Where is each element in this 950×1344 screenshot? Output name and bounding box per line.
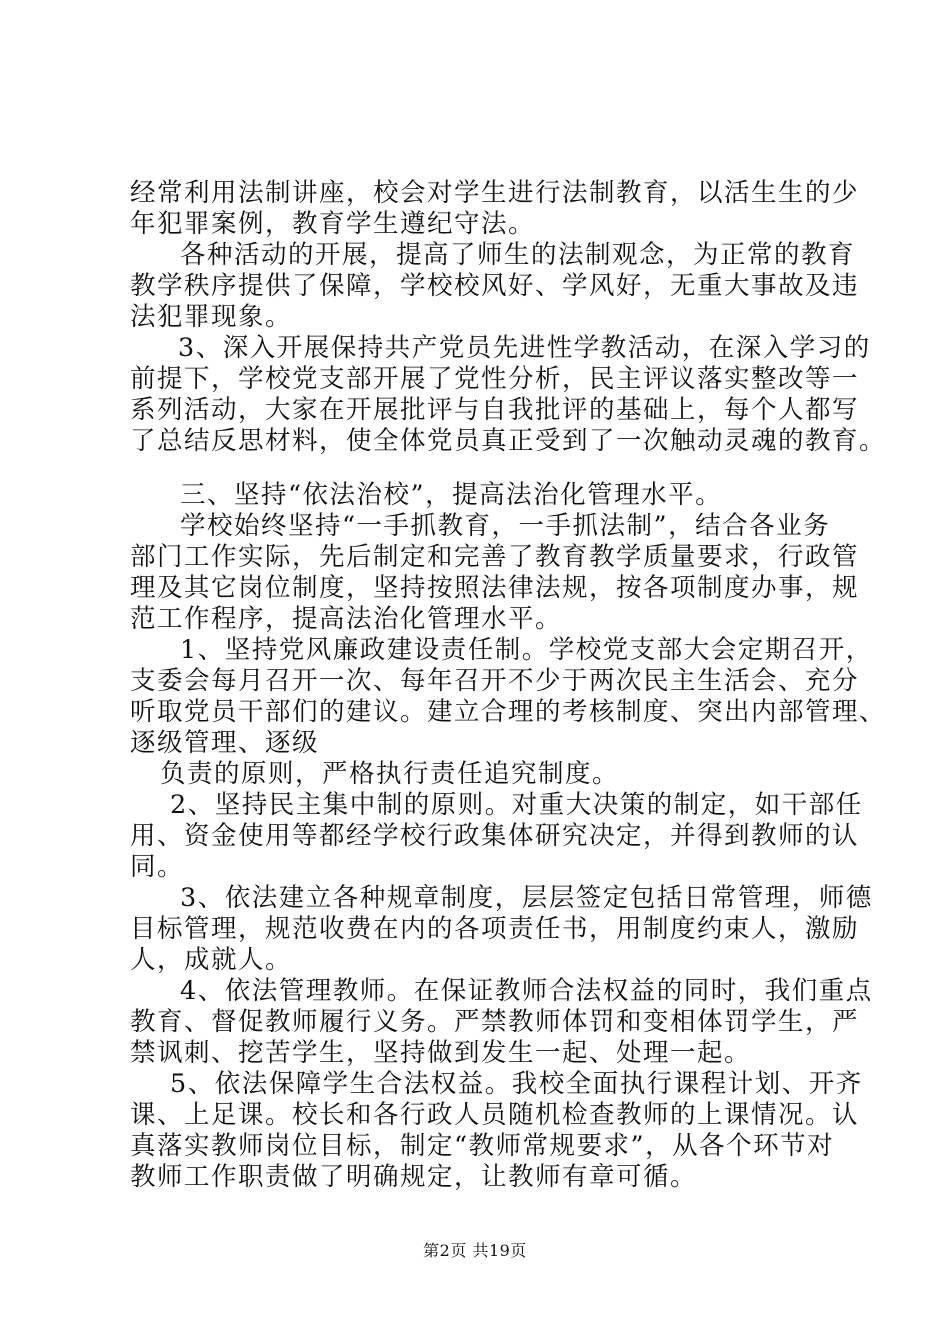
paragraph-line: 3、深入开展保持共产党员先进性学教活动，在深入学习的 bbox=[178, 333, 871, 363]
paragraph-line: 负责的原则，严格执行责任追究制度。 bbox=[160, 759, 620, 789]
paragraph-line: 部门工作实际，先后制定和完善了教育教学质量要求，行政管 bbox=[130, 542, 860, 572]
paragraph-2 bbox=[130, 240, 860, 333]
paragraph-line: 听取党员干部们的建议。建立合理的考核制度、突出内部管理、 bbox=[130, 697, 887, 727]
paragraph-line: 年犯罪案例，教育学生遵纪守法。 bbox=[130, 209, 536, 239]
paragraph-10 bbox=[130, 976, 873, 1069]
paragraph-line: 了总结反思材料，使全体党员真正受到了一次触动灵魂的教育。 bbox=[130, 426, 887, 456]
section-heading bbox=[130, 480, 835, 511]
paragraph-9 bbox=[130, 883, 873, 976]
page-number-footer: 第2页 共19页 bbox=[423, 1241, 527, 1260]
paragraph-line: 各种活动的开展，提高了师生的法制观念，为正常的教育 bbox=[180, 240, 856, 270]
paragraph-line: 前提下，学校党支部开展了党性分析，民主评议落实整改等一 bbox=[130, 364, 860, 394]
paragraph-5 bbox=[130, 511, 860, 635]
paragraph-line: 真落实教师岗位目标，制定“教师常规要求”，从各个环节对 bbox=[130, 1131, 835, 1161]
paragraph-line: 范工作程序，提高法治化管理水平。 bbox=[130, 604, 563, 634]
paragraph-line: 课、上足课。校长和各行政人员随机检查教师的上课情况。认 bbox=[130, 1100, 860, 1130]
paragraph-line: 教育、督促教师履行义务。严禁教师体罚和变相体罚学生，严 bbox=[130, 1007, 860, 1037]
paragraph-line: 3、依法建立各种规章制度，层层签定包括日常管理，师德 bbox=[180, 883, 873, 913]
paragraph-line: 4、依法管理教师。在保证教师合法权益的同时，我们重点 bbox=[180, 976, 873, 1006]
paragraph-line: 用、资金使用等都经学校行政集体研究决定，并得到教师的认 bbox=[130, 821, 860, 851]
paragraph-line: 系列活动，大家在开展批评与自我批评的基础上，每个人都写 bbox=[130, 395, 860, 425]
paragraph-line: 禁讽刺、挖苦学生，坚持做到发生一起、处理一起。 bbox=[130, 1038, 752, 1068]
paragraph-8 bbox=[130, 790, 863, 883]
paragraph-line: 支委会每月召开一次、每年召开不少于两次民主生活会、充分 bbox=[130, 666, 860, 696]
paragraph-line: 法犯罪现象。 bbox=[130, 302, 293, 332]
paragraph-line: 人，成就人。 bbox=[130, 945, 293, 975]
paragraph-line: 2、坚持民主集中制的原则。对重大决策的制定，如干部任 bbox=[170, 790, 863, 820]
paragraph-line: 教学秩序提供了保障，学校校风好、学风好，无重大事故及违 bbox=[130, 271, 860, 301]
paragraph-line: 理及其它岗位制度，坚持按照法律法规，按各项制度办事，规 bbox=[130, 573, 860, 603]
paragraph-line: 1、坚持党风廉政建设责任制。学校党支部大会定期召开， bbox=[180, 635, 873, 665]
paragraph-11 bbox=[130, 1069, 863, 1193]
paragraph-3 bbox=[130, 333, 887, 457]
paragraph-line: 学校始终坚持“一手抓教育，一手抓法制”，结合各业务 bbox=[180, 511, 831, 541]
paragraph-line: 逐级管理、逐级 bbox=[130, 728, 320, 758]
paragraph-line: 教师工作职责做了明确规定，让教师有章可循。 bbox=[130, 1162, 698, 1192]
paragraph-line: 同。 bbox=[130, 852, 185, 882]
paragraph-line: 经常利用法制讲座，校会对学生进行法制教育，以活生生的少 bbox=[130, 178, 860, 208]
paragraph-line: 5、依法保障学生合法权益。我校全面执行课程计划、开齐 bbox=[170, 1069, 863, 1099]
paragraph-line: 目标管理，规范收费在内的各项责任书，用制度约束人，激励 bbox=[130, 914, 860, 944]
paragraph-6 bbox=[130, 635, 887, 759]
paragraph-1 bbox=[130, 178, 860, 240]
paragraph-7 bbox=[130, 759, 835, 790]
section-heading-text: 三、坚持“依法治校”，提高法治化管理水平。 bbox=[180, 480, 723, 510]
